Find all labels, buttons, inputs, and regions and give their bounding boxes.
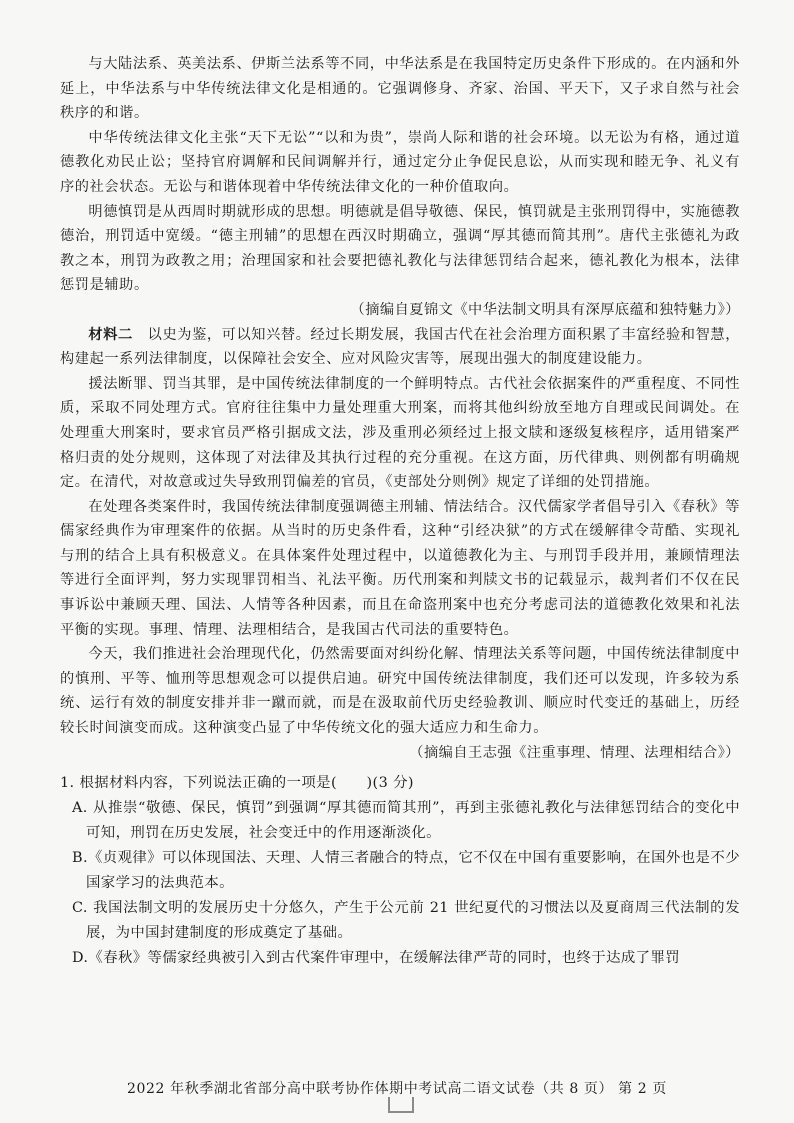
material2-paragraph-1 [60,323,740,372]
page-footer: 2022 年秋季湖北省部分高中联考协作体期中考试高二语文试卷（共 8 页） 第 2 页 [127,1081,667,1097]
exam-content [60,52,740,971]
question-1-option-a[interactable]: A. 从推崇“敬德、保民，慎罚”到强调“厚其德而简其刑”，再到主张德礼教化与法律惩罚结合的变化中可知，刑罚在历史发展，社会变迁中的作用逐渐淡化。 [72,800,740,842]
question-1-option-b[interactable]: B.《贞观律》可以体现国法、天理、人情三者融合的特点，它不仅在中国有重要影响，在国外也是不少国家学习的法典范本。 [72,850,740,892]
material2-title: 材料二 [88,326,133,343]
question-1-stem: 1. 根据材料内容，下列说法正确的一项是( )(3 分) [60,775,414,792]
material1-paragraph-2: 中华传统法律文化主张“天下无讼”“以和为贵”，崇尚人际和谐的社会环境。以无讼为有格，通过道德教化劝民止讼；坚持官府调解和民间调解并行，通过定分止争促民息讼，从而实现和睦无争、礼义有序的社会状态。无讼与和谐体现着中华传统法律文化的一种价值取向。 [60,129,740,195]
question-1-option-d[interactable]: D.《春秋》等儒家经典被引入到古代案件审理中，在缓解法律严苛的同时，也终于达成了罪罚 [72,950,681,967]
question-1-option-c[interactable]: C. 我国法制文明的发展历史十分悠久，产生于公元前 21 世纪夏代的习惯法以及夏商周三代法制的发展，为中国封建制度的形成奠定了基础。 [72,900,740,942]
material2-paragraph-4: 今天，我们推进社会治理现代化，仍然需要面对纠纷化解、情理法关系等问题，中国传统法律制度中的慎刑、平等、恤刑等思想观念可以提供启迪。研究中国传统法律制度，我们还可以发现，许多较为系统、运行有效的制度安排并非一蹴而就，而是在汲取前代历史经验教训、顺应时代变迁的基础上，历经较长时间演变而成。这种演变凸显了中华传统文化的强大适应力和生命力。 [60,646,740,737]
material2-paragraph-1-text: 以史为鉴，可以知兴替。经过长期发展，我国古代在社会治理方面积累了丰富经验和智慧，构建起一系列法律制度，以保障社会安全、应对风险灾害等，展现出强大的制度建设能力。 [60,326,740,368]
scan-mark-icon [388,1097,414,1113]
material1-source: （摘编自夏锦文《中华法制文明具有深厚底蕴和独特魅力》） [350,301,740,318]
material2-paragraph-3: 在处理各类案件时，我国传统法律制度强调德主刑辅、情法结合。汉代儒家学者倡导引入《春秋》等儒家经典作为审理案件的依据。从当时的历史条件看，这种“引经决狱”的方式在缓解律令苛酷、实现礼与刑的结合上具有积极意义。在具体案件处理过程中，以道德教化为主、与刑罚手段并用，兼顾情理法等进行全面评判，努力实现罪罚相当、礼法平衡。历代刑案和判牍文书的记载显示，裁判者们不仅在民事诉讼中兼顾天理、国法、人情等各种因素，而且在命盗刑案中也充分考虑司法的道德教化效果和礼法平衡的实现。事理、情理、法理相结合，是我国古代司法的重要特色。 [60,498,740,638]
material2-source: （摘编自王志强《注重事理、情理、法理相结合》） [409,744,740,761]
material1-paragraph-1: 与大陆法系、英美法系、伊斯兰法系等不同，中华法系是在我国特定历史条件下形成的。在内涵和外延上，中华法系与中华传统法律文化是相通的。它强调修身、齐家、治国、平天下，又子求自然与社会秩序的和谐。 [60,56,740,122]
material2-paragraph-2: 援法断罪、罚当其罪，是中国传统法律制度的一个鲜明特点。古代社会依据案件的严重程度、不同性质，采取不同处理方式。官府往往集中力量处理重大刑案，而将其他纠纷放至地方自理或民间调处。在处理重大刑案时，要求官员严格引据成文法，涉及重刑必须经过上报文牍和逐级复核程序，适用错案严格归责的处分规则，这体现了对法律及其执行过程的充分重视。在这方面，历代律典、则例都有明确规定。在清代，对故意或过失导致刑罚偏差的官员，《吏部处分则例》规定了详细的处罚措施。 [60,375,740,491]
material1-paragraph-3: 明德慎罚是从西周时期就形成的思想。明德就是倡导敬德、保民，慎罚就是主张刑罚得中，实施德教德治，刑罚适中宽缓。“德主刑辅”的思想在西汉时期确立，强调“厚其德而简其刑”。唐代主张德礼为政教之本，刑罚为政教之用；治理国家和社会要把德礼教化与法律惩罚结合起来，德礼教化为根本，法律惩罚是辅助。 [60,203,740,294]
